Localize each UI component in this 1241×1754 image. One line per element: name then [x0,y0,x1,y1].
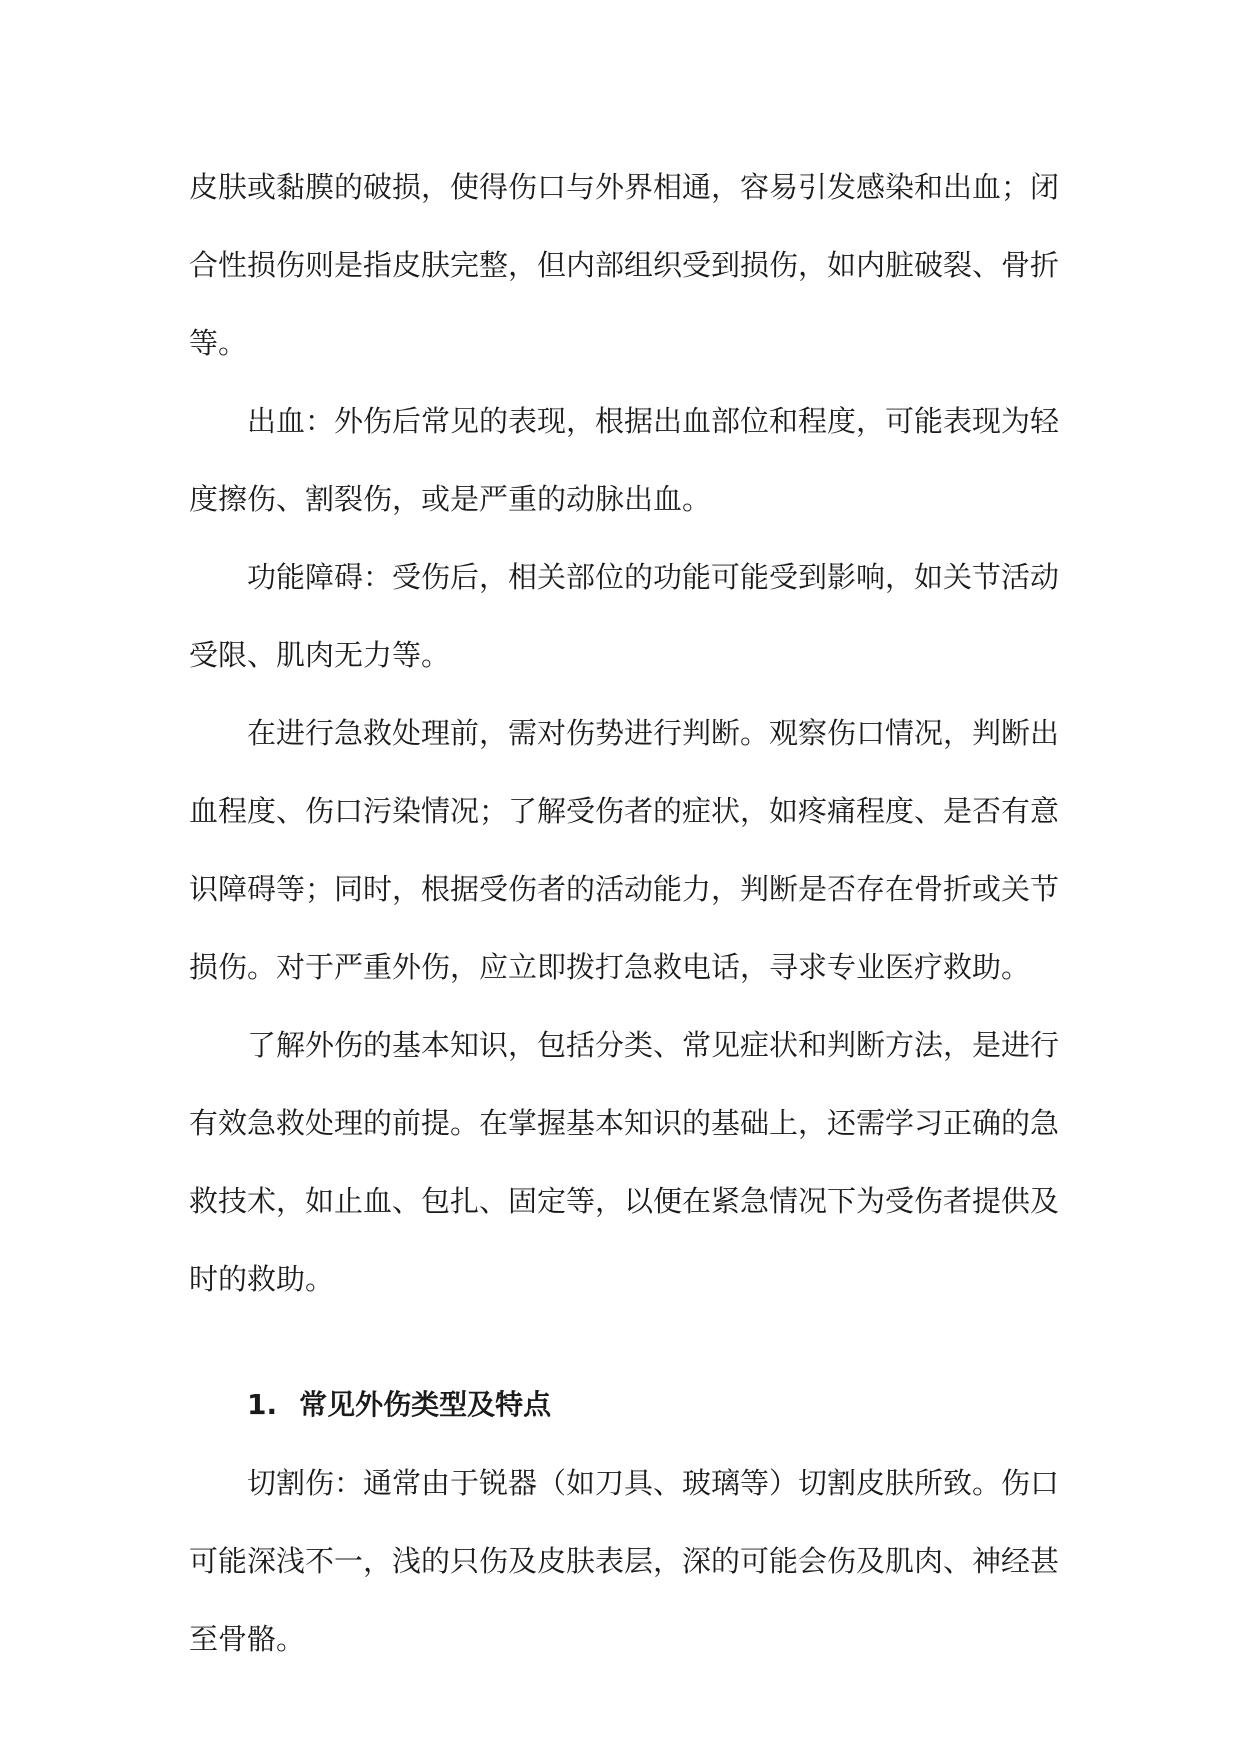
paragraph-dysfunction: 功能障碍：受伤后，相关部位的功能可能受到影响，如关节活动受限、肌肉无力等。 [189,560,1060,672]
section-number: 1. [247,1388,278,1421]
document-body [189,148,1059,1678]
paragraph-assessment: 在进行急救处理前，需对伤势进行判断。观察伤口情况，判断出血程度、伤口污染情况；了解受伤者的症状，如疼痛程度、是否有意识障碍等；同时，根据受伤者的活动能力，判断是否存在骨折或关节损伤。对于严重外伤，应立即拨打急救电话，寻求专业医疗救助。 [189,716,1060,984]
section-title: 常见外伤类型及特点 [299,1388,552,1421]
paragraph-bleeding: 出血：外伤后常见的表现，根据出血部位和程度，可能表现为轻度擦伤、割裂伤，或是严重的动脉出血。 [189,404,1060,516]
paragraph-basic-knowledge: 了解外伤的基本知识，包括分类、常见症状和判断方法，是进行有效急救处理的前提。在掌握基本知识的基础上，还需学习正确的急救技术，如止血、包扎、固定等，以便在紧急情况下为受伤者提供及时的救助。 [189,1028,1060,1296]
paragraph-cut-injury: 切割伤：通常由于锐器（如刀具、玻璃等）切割皮肤所致。伤口可能深浅不一，浅的只伤及皮肤表层，深的可能会伤及肌肉、神经甚至骨骼。 [189,1466,1060,1656]
section-heading [189,1366,1059,1444]
paragraph-continuation-injury-types: 皮肤或黏膜的破损，使得伤口与外界相通，容易引发感染和出血；闭合性损伤则是指皮肤完整，但内部组织受到损伤，如内脏破裂、骨折等。 [189,170,1060,360]
